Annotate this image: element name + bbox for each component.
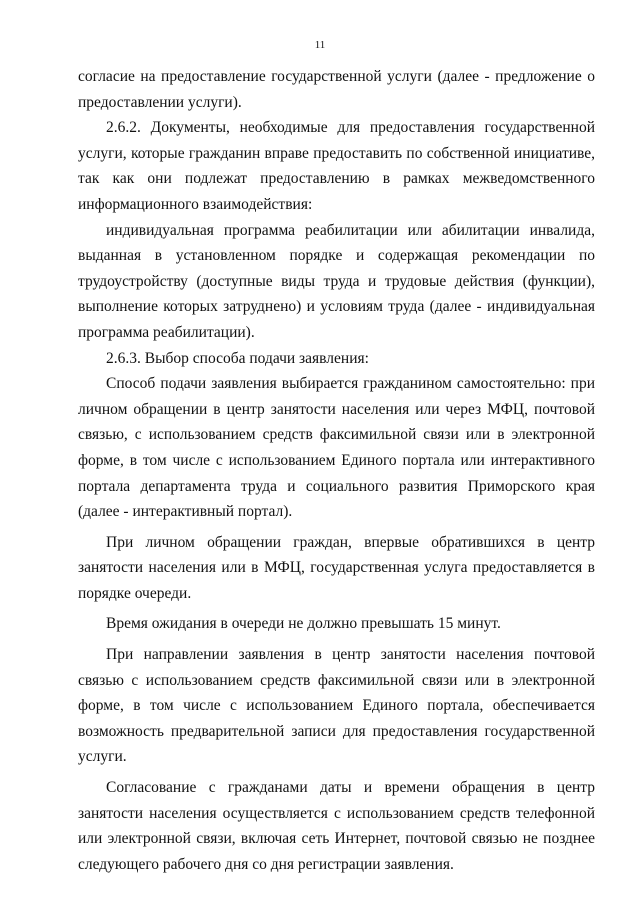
paragraph-6: При личном обращении граждан, впервые обратившихся в центр занятости населения или в МФЦ, государственная услуга предоставляется в порядке очереди. (78, 533, 595, 602)
paragraph-8: При направлении заявления в центр занятости населения почтовой связью с использованием средств факсимильной связи или в электронной форме, в том числе с использованием Единого портала, обеспечивается возможность предварительной записи для предоставления государственной услуги. (78, 646, 595, 766)
paragraph-2: 2.6.2. Документы, необходимые для предоставления государственной услуги, которые гражданин вправе предоставить по собственной инициативе, так как они подлежат предоставлению в рамках межведомственного информационного взаимодействия: (78, 119, 595, 213)
document-body (78, 64, 595, 877)
page-number: 11 (314, 39, 326, 51)
paragraph-1: согласие на предоставление государственной услуги (далее - предложение о предоставлении услуги). (78, 68, 595, 111)
paragraph-3: индивидуальная программа реабилитации или абилитации инвалида, выданная в установленном порядке и содержащая рекомендации по трудоустройству (доступные виды труда и трудовые действия (функции), выполнение которых затруднено) и условиям труда (далее - индивидуальная программа реабилитации). (78, 221, 595, 341)
paragraph-5: Способ подачи заявления выбирается гражданином самостоятельно: при личном обращении в центр занятости населения или через МФЦ, почтовой связью, с использованием средств факсимильной связи или в электронной форме, в том числе с использованием Единого портала или интерактивного портала департамента труда и социального развития Приморского края (далее - интерактивный портал). (78, 375, 595, 521)
paragraph-4: 2.6.3. Выбор способа подачи заявления: (106, 349, 369, 367)
paragraph-9: Согласование с гражданами даты и времени обращения в центр занятости населения осуществляется с использованием средств телефонной или электронной связи, включая сеть Интернет, почтовой связью не позднее следующего рабочего дня со дня регистрации заявления. (78, 779, 595, 873)
paragraph-7: Время ожидания в очереди не должно превышать 15 минут. (106, 615, 501, 633)
